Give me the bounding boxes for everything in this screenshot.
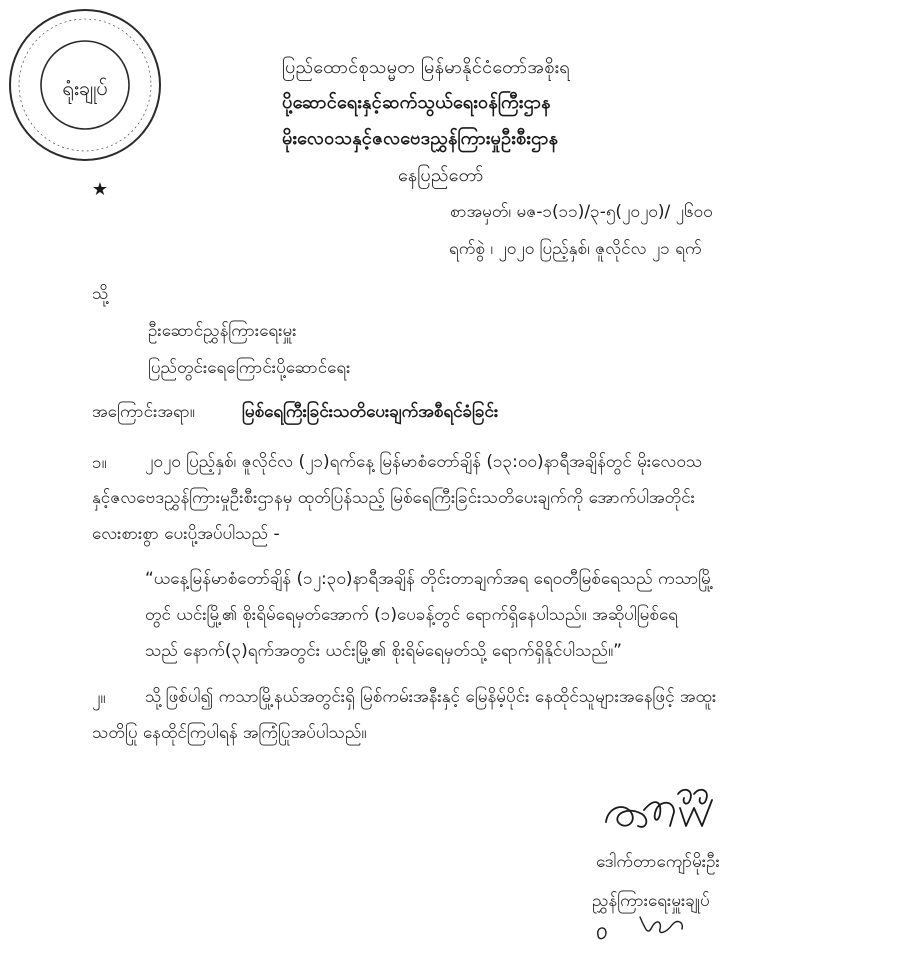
- paragraph-1-line-1: ၂၀၂၀ ပြည့်နှစ်၊ ဇူလိုင်လ (၂၁)ရက်နေ့ မြန်မာစံတော်ချိန် (၁၃:၀၀)နာရီအချိန်တွင် မိုးလေဝသ: [145, 452, 703, 472]
- letter-number: စာအမှတ်၊ မဇ-၁(၁၁)/၃-၅(၂၀၂၀)/ ၂၆၀၀: [450, 202, 713, 222]
- subject-text: မြစ်ရေကြီးခြင်းသတိပေးချက်အစီရင်ခံခြင်း: [242, 402, 499, 422]
- paragraph-1-line-3: လေးစားစွာ ပေးပို့အပ်ပါသည် -: [92, 524, 280, 544]
- header-line-government: ပြည်ထောင်စုသမ္မတ မြန်မာနိုင်ငံတော်အစိုးရ: [282, 57, 570, 78]
- paragraph-2-line-2: သတိပြု နေထိုင်ကြပါရန် အကြံပြုအပ်ပါသည်။: [92, 723, 367, 743]
- letter-date: ရက်စွဲ ၊ ၂၀၂၀ ပြည့်နှစ်၊ ဇူလိုင်လ ၂၁ ရက်: [449, 239, 702, 259]
- seal-center-text: ရုံးချုပ်: [62, 76, 108, 100]
- subject-label: အကြောင်းအရာ။: [92, 402, 195, 422]
- recipient-title: ဦးဆောင်ညွှန်ကြားရေးမှူး: [148, 321, 297, 341]
- header-line-ministry: ပို့ဆောင်ရေးနှင့်ဆက်သွယ်ရေးဝန်ကြီးဌာန: [282, 92, 551, 113]
- official-seal: [0, 0, 170, 205]
- paragraph-1-number: ၁။: [92, 453, 107, 473]
- warning-quote-line-2: တွင် ယင်းမြို့၏ စိုးရိမ်ရေမှတ်အောက် (၁)ပေခန့်တွင် ရောက်ရှိနေပါသည်။ အဆိုပါမြစ်ရေ: [145, 605, 678, 625]
- warning-quote-line-3: သည် နောက်(၃)ရက်အတွင်း ယင်းမြို့၏ စိုးရိမ်ရေမှတ်သို့ ရောက်ရှိနိုင်ပါသည်။”: [145, 641, 622, 661]
- signatory-title: ညွှန်ကြားရေးမှူးချုပ်: [592, 891, 710, 911]
- signature: [598, 780, 748, 840]
- recipient-to: သို့: [92, 284, 109, 304]
- paragraph-1-line-2: နှင့်ဇလဗေဒညွှန်ကြားမှုဦးစီးဌာနမှ ထုတ်ပြန်သည့် မြစ်ရေကြီးခြင်းသတိပေးချက်ကို အောက်ပါအတိုင်း: [92, 488, 695, 508]
- initials-signature: [590, 905, 710, 945]
- recipient-organization: ပြည်တွင်းရေကြောင်းပို့ဆောင်ရေး: [148, 358, 351, 378]
- paragraph-2-line-1: သို့ဖြစ်ပါ၍ ကသာမြို့နယ်အတွင်းရှိ မြစ်ကမ်းအနီးနှင့် မြေနိမ့်ပိုင်း နေထိုင်သူများအနေဖြင့် အထူး: [145, 687, 717, 707]
- header-line-department: မိုးလေဝသနှင့်ဇလဗေဒညွှန်ကြားမှုဦးစီးဌာန: [282, 128, 559, 149]
- signatory-name: ဒေါက်တာကျော်မိုးဦး: [596, 852, 720, 872]
- header-line-city: နေပြည်တော်: [398, 165, 484, 186]
- star-icon: ★: [91, 179, 109, 200]
- paragraph-2-number: ၂။: [92, 688, 106, 708]
- warning-quote-line-1: “ယနေ့မြန်မာစံတော်ချိန် (၁၂:၃၀)နာရီအချိန် တိုင်းတာချက်အရ ရေဝတီမြစ်ရေသည် ကသာမြို့: [145, 569, 714, 589]
